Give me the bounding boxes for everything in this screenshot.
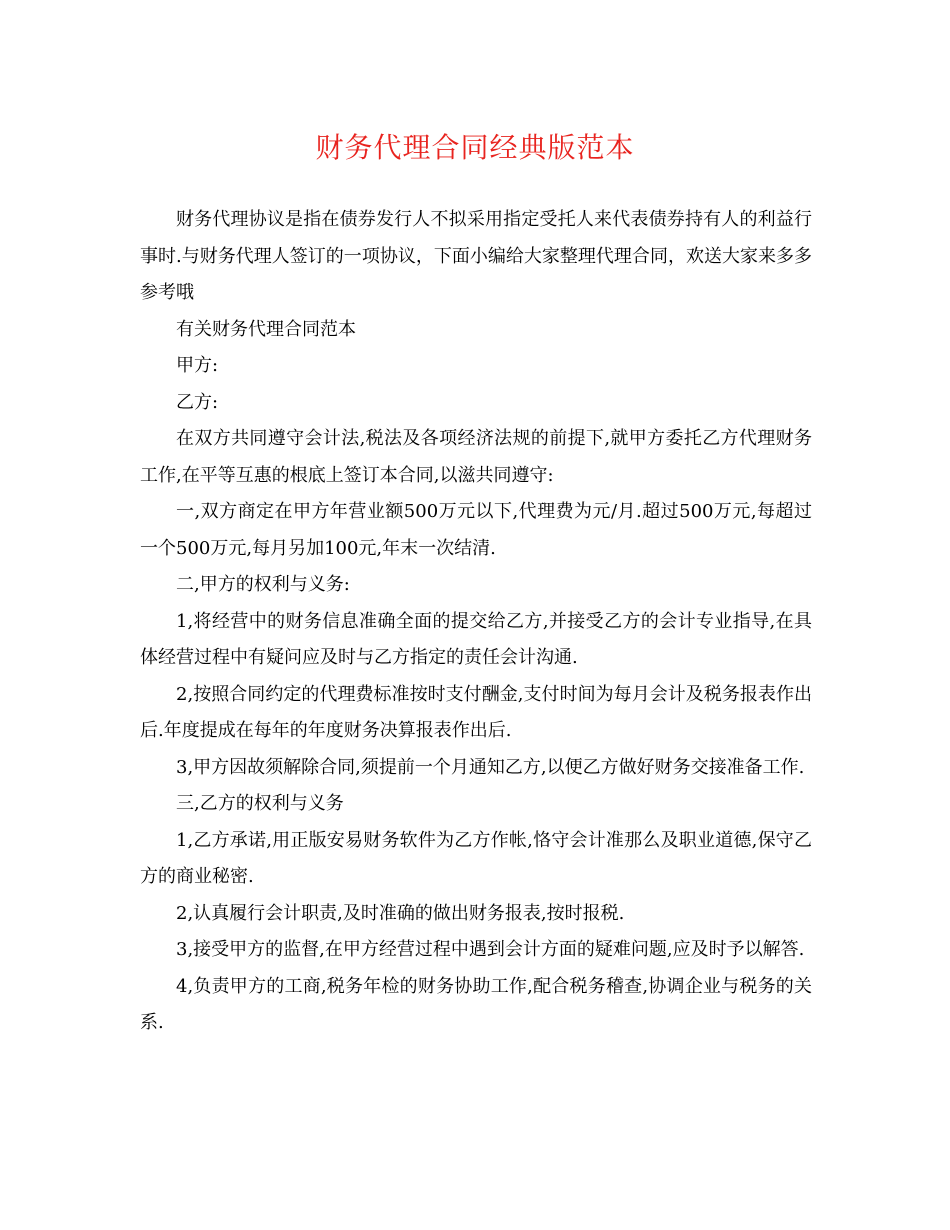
clause-2-item-3: 3,甲方因故须解除合同,须提前一个月通知乙方,以便乙方做好财务交接准备工作.: [176, 756, 805, 778]
clause-2-item-2: 2,按照合同约定的代理费标准按时支付酬金,支付时间为每月会计及税务报表作出后.年度提成在每年的年度财务决算报表作出后.: [140, 683, 812, 741]
clause-2-heading: 二,甲方的权利与义务:: [176, 574, 350, 595]
clause-3-item-1: 1,乙方承诺,用正版安易财务软件为乙方作帐,恪守会计准那么及职业道德,保守乙方的商业秘密.: [140, 829, 812, 887]
intro-paragraph: 财务代理协议是指在债券发行人不拟采用指定受托人来代表债券持有人的利益行事时.与财务代理人签订的一项协议，下面小编给大家整理代理合同，欢送大家来多多参考哦: [140, 209, 812, 303]
clause-2-item-1: 1,将经营中的财务信息准确全面的提交给乙方,并接受乙方的会计专业指导,在具体经营过程中有疑问应及时与乙方指定的责任会计沟通.: [140, 610, 812, 668]
clause-3-heading: 三,乙方的权利与义务: [176, 793, 344, 814]
section-heading: 有关财务代理合同范本: [176, 318, 356, 340]
clause-3-item-4: 4,负责甲方的工商,税务年检的财务协助工作,配合税务稽查,协调企业与税务的关系.: [140, 975, 812, 1033]
party-b-line: 乙方:: [176, 391, 219, 413]
clause-3-item-3: 3,接受甲方的监督,在甲方经营过程中遇到会计方面的疑难问题,应及时予以解答.: [176, 939, 805, 960]
clause-3-item-2: 2,认真履行会计职责,及时准确的做出财务报表,按时报税.: [176, 902, 625, 924]
party-a-line: 甲方:: [176, 355, 219, 376]
clause-1-fee: 一,双方商定在甲方年营业额500万元以下,代理费为元/月.超过500万元,每超过一个500万元,每月另加100元,年末一次结清.: [140, 501, 812, 559]
document-body: [140, 202, 812, 1042]
preamble-paragraph: 在双方共同遵守会计法,税法及各项经济法规的前提下,就甲方委托乙方代理财务工作,在平等互惠的根底上签订本合同,以滋共同遵守:: [140, 428, 812, 486]
document-title: 财务代理合同经典版范本: [315, 131, 635, 164]
